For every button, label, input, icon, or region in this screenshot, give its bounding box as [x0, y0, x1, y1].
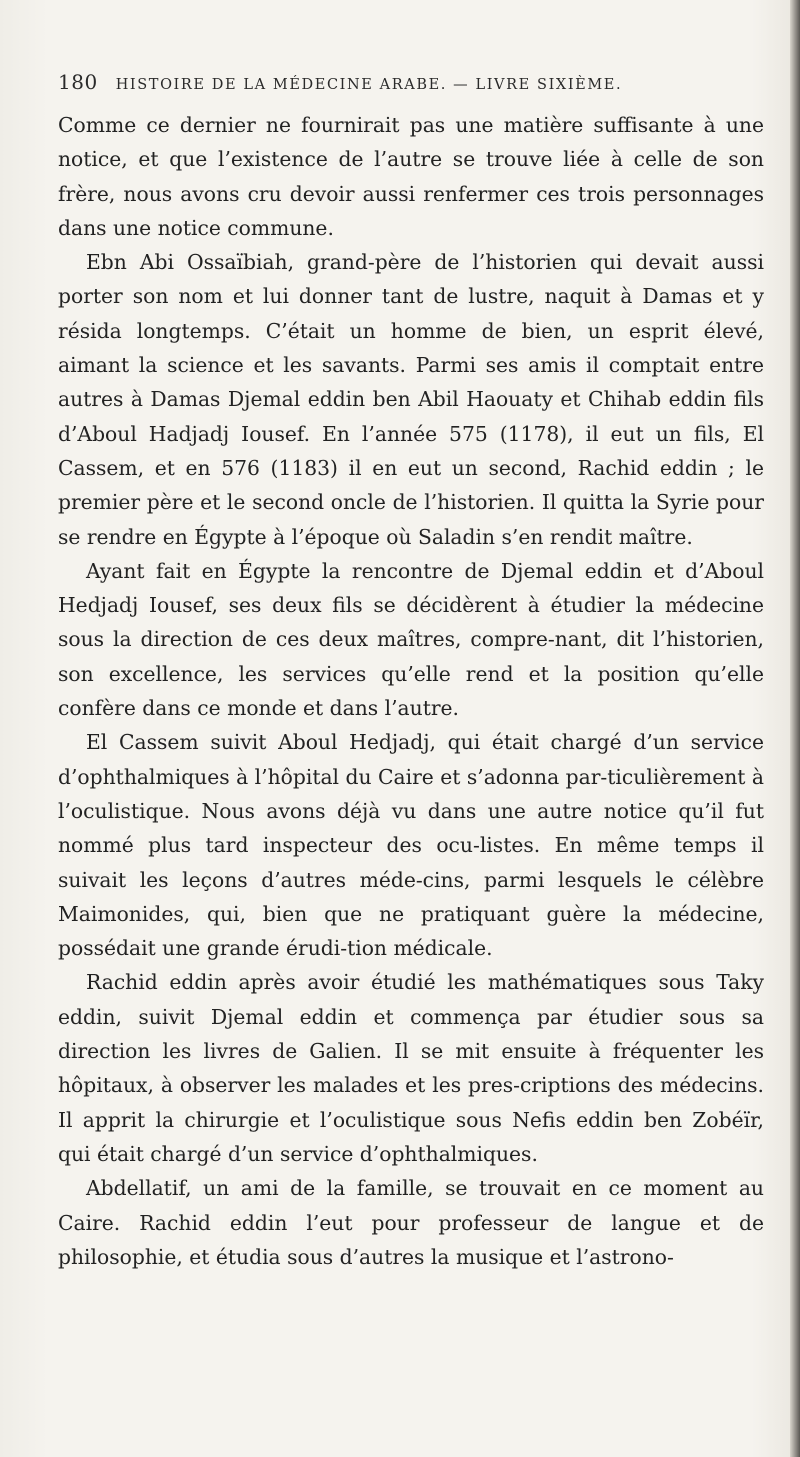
page-edge-shadow — [790, 0, 800, 1457]
paragraph-1: Comme ce dernier ne fournirait pas une matière suffisante à une notice, et que l’existence de l’autre se trouve liée à celle de son frère, nous avons cru devoir aussi renfermer ces trois personnages dans une notice commune. — [58, 113, 764, 240]
page-header — [58, 70, 758, 106]
paragraph-6: Abdellatif, un ami de la famille, se trouvait en ce moment au Caire. Rachid eddin l’eut pour professeur de langue et de philosophie, et étudia sous d’autres la musique et l’astrono- — [58, 1176, 764, 1269]
paragraph-4: El Cassem suivit Aboul Hedjadj, qui était chargé d’un service d’ophthalmiques à l’hôpital du Caire et s’adonna par-ticulièrement à l’oculistique. Nous avons déjà vu dans une autre notice qu’il fut nommé plus tard inspecteur des ocu-listes. En même temps il suivait les leçons d’autres méde-cins, parmi lesquels le célèbre Maimonides, qui, bien que ne pratiquant guère la médecine, possédait une grande érudi-tion médicale. — [58, 730, 764, 961]
paragraph-3: Ayant fait en Égypte la rencontre de Djemal eddin et d’Aboul Hedjadj Iousef, ses deux fils se décidèrent à étudier la médecine sous la direction de ces deux maîtres, compre-nant, dit l’historien, son excellence, les services qu’elle rend et la position qu’elle confère dans ce monde et dans l’autre. — [58, 558, 764, 721]
paragraph-2: Ebn Abi Ossaïbiah, grand-père de l’historien qui devait aussi porter son nom et lui donner tant de lustre, naquit à Damas et y résida longtemps. C’était un homme de bien, un esprit élevé, aimant la science et les savants. Parmi ses amis il comptait entre autres à Damas Djemal eddin ben Abil Haouaty et Chihab eddin fils d’Aboul Hadjadj Iousef. En l’année 575 (1178), il eut un fils, El Cassem, et en 576 (1183) il en eut un second, Rachid eddin ; le premier père et le second oncle de l’historien. Il quitta la Syrie pour se rendre en Égypte à l’époque où Saladin s’en rendit maître. — [58, 250, 764, 549]
body-text — [58, 108, 764, 1274]
page-number: 180 — [58, 70, 98, 94]
paragraph-5: Rachid eddin après avoir étudié les mathématiques sous Taky eddin, suivit Djemal eddin et commença par étudier sous sa direction les livres de Galien. Il se mit ensuite à fréquenter les hôpitaux, à observer les malades et les pres-criptions des médecins. Il apprit la chirurgie et l’oculistique sous Nefis eddin ben Zobéïr, qui était chargé d’un service d’ophthalmiques. — [58, 970, 764, 1166]
running-head: HISTOIRE DE LA MÉDECINE ARABE. — LIVRE SIXIÈME. — [115, 77, 623, 93]
